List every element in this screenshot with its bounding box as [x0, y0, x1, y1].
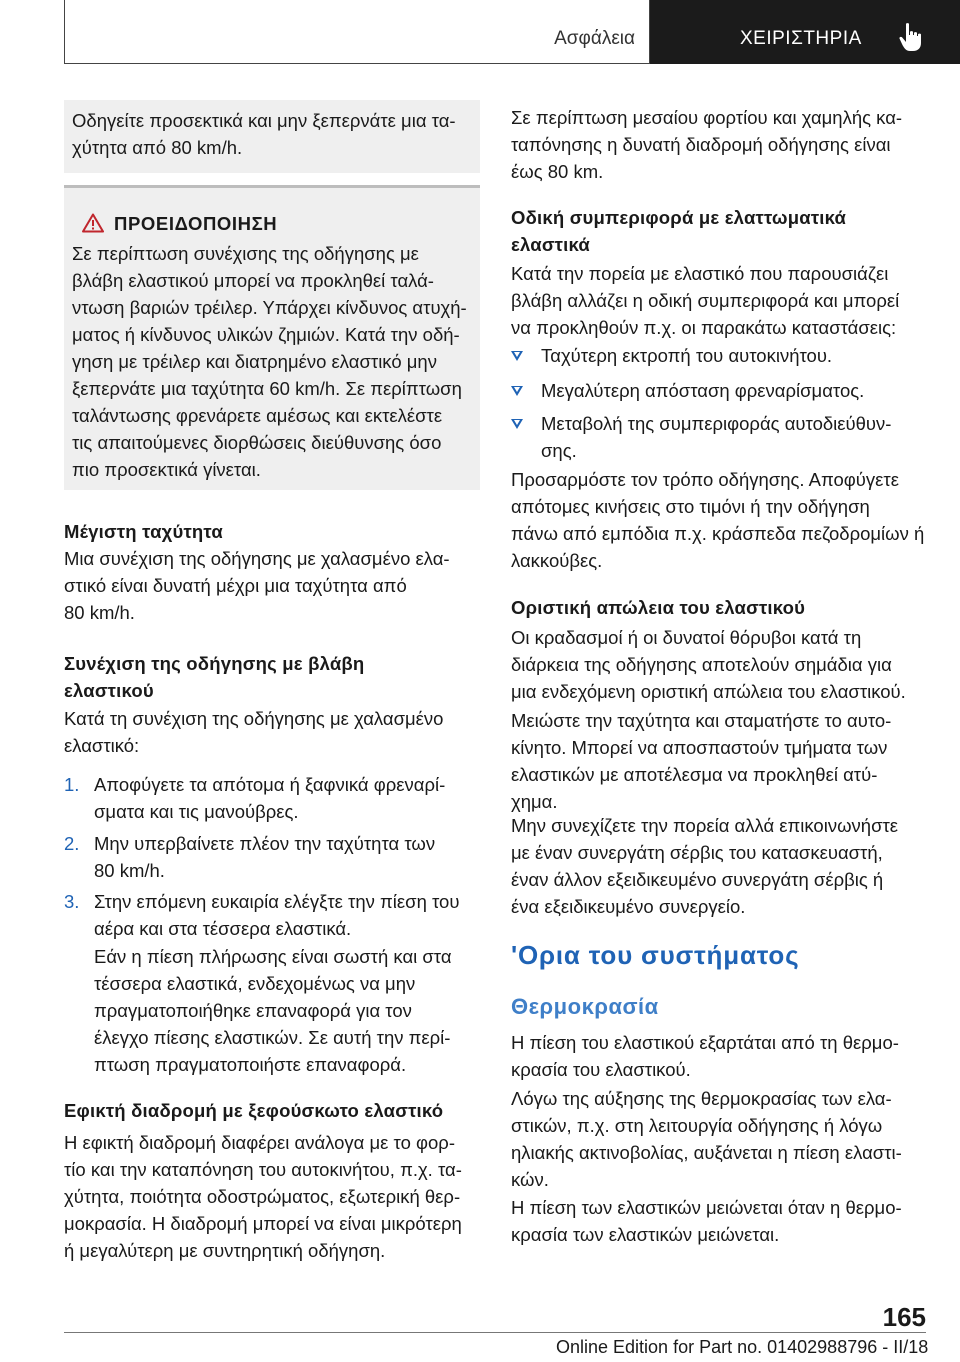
header-section-tab: [64, 0, 650, 64]
warning-triangle-icon: [82, 213, 104, 233]
pointing-hand-icon: [898, 22, 924, 52]
bullet-triangle-icon: [511, 351, 523, 361]
temperature-text-3: Η πίεση των ελαστικών μειώνεται όταν η θερμο‐ κρασία των ελαστικών μειώνεται.: [511, 1197, 902, 1245]
final-loss-text-1: Οι κραδασμοί ή οι δυνατοί θόρυβοι κατά τη διάρκεια της οδήγησης αποτελούν σημάδια για μια ενδεχόμενη οριστική απώλεια του ελαστικού.: [511, 627, 906, 702]
intro-text: Οδηγείτε προσεκτικά και μην ξεπερνάτε μια τα‐ χύτητα από 80 km/h.: [72, 110, 456, 158]
bullet-text: Μεγαλύτερη απόσταση φρεναρίσματος.: [541, 380, 865, 401]
page-number: 165: [882, 1302, 926, 1332]
bullet-item-3: [511, 410, 931, 464]
bullet-triangle-icon: [511, 419, 523, 429]
warning-text: Σε περίπτωση συνέχισης της οδήγησης με βλάβη ελαστικού μπορεί να προκληθεί ταλά‐ ντωση βαριών τρέιλερ. Υπάρχει κίνδυνος ατυχή‐ ματος ή κίνδυνος υλικών ζημιών. Κατά την οδή‐ γηση με τρέιλερ και διατρημένο ελαστικό μην ξεπερνάτε μια ταχύτητα 60 km/h. Σε περίπτωση ταλάντωσης φρενάρετε αμέσως και εκτελέστε τις απαιτούμενες διορθώσεις διεύθυνσης όσο πιο προσεκτικά γίνεται.: [72, 243, 467, 480]
step-item-3: [64, 888, 480, 942]
bullet-text: Μεταβολή της συμπεριφοράς αυτοδιεύθυν‐ σης.: [541, 413, 892, 461]
step-number: 3.: [64, 891, 80, 912]
range-text: Η εφικτή διαδρομή διαφέρει ανάλογα με το φορ‐ τίο και την καταπόνηση του αυτοκινήτου, π.χ. τα‐ χύτητα, ποιότητα οδοστρώματος, εξωτερική θερ‐ μοκρασία. Η διαδρομή μπορεί να είναι μικρότερη ή μεγαλύτερη με συντηρητική οδήγηση.: [64, 1132, 462, 1261]
step-item-1: [64, 771, 480, 825]
step-text: Μην υπερβαίνετε πλέον την ταχύτητα των 80 km/h.: [94, 833, 436, 881]
final-loss-heading: Οριστική απώλεια του ελαστικού: [511, 597, 806, 618]
bullet-item-1: [511, 342, 931, 369]
step-number: 2.: [64, 833, 80, 854]
temperature-text-2: Λόγω της αύξησης της θερμοκρασίας των ελα‐ στικών, π.χ. στη λειτουργία οδήγησης ή λόγω ηλιακής ακτινοβολίας, αυξάνεται η πίεση ελαστι‐ κών.: [511, 1088, 902, 1190]
step-3-note: Εάν η πίεση πλήρωσης είναι σωστή και στα τέσσερα ελαστικά, ενδεχομένως να μην πραγματοποιήθηκε επαναφορά για τον έλεγχο πίεσης ελαστικών. Σε αυτή την περί‐ πτωση πραγματοποιήστε επαναφορά.: [94, 946, 452, 1075]
behavior-heading: Οδική συμπεριφορά με ελαττωματικά ελαστικά: [511, 207, 847, 255]
final-loss-text-2: Μειώστε την ταχύτητα και σταματήστε το αυτο‐ κίνητο. Μπορεί να αποσπαστούν τμήματα των ελαστικών με αποτέλεσμα να προκληθεί ατύ‐ χημα.: [511, 710, 892, 812]
max-speed-heading: Μέγιστη ταχύτητα: [64, 521, 223, 542]
warning-title: ΠΡΟΕΙΔΟΠΟΙΗΣΗ: [114, 213, 278, 234]
adapt-text: Προσαρμόστε τον τρόπο οδήγησης. Αποφύγετε απότομες κινήσεις στο τιμόνι ή την οδήγηση πάνω από εμπόδια π.χ. κράσπεδα πεζοδρομίων ή λακκούβες.: [511, 469, 925, 571]
edition-text: Online Edition for Part no. 01402988796 - II/18: [556, 1337, 929, 1357]
section-title: Ασφάλεια: [554, 28, 635, 49]
temperature-text-1: Η πίεση του ελαστικού εξαρτάται από τη θερμο‐ κρασία του ελαστικού.: [511, 1032, 899, 1080]
max-speed-text: Μια συνέχιση της οδήγησης με χαλασμένο ελα‐ στικό είναι δυνατή μέχρι μια ταχύτητα από 80 km/h.: [64, 548, 450, 623]
system-limits-heading: 'Ορια του συστήματος: [511, 940, 800, 970]
step-text: Στην επόμενη ευκαιρία ελέγξτε την πίεση του αέρα και στα τέσσερα ελαστικά.: [94, 891, 460, 939]
footer-divider: [64, 1332, 926, 1333]
step-item-2: [64, 830, 480, 884]
behavior-text: Κατά την πορεία με ελαστικό που παρουσιάζει βλάβη αλλάζει η οδική συμπεριφορά και μπορεί να προκληθούν π.χ. οι παρακάτω καταστάσεις:: [511, 263, 900, 338]
step-text: Αποφύγετε τα απότομα ή ξαφνικά φρεναρί‐ σματα και τις μανούβρες.: [94, 774, 446, 822]
bullet-text: Ταχύτερη εκτροπή του αυτοκινήτου.: [541, 345, 833, 366]
final-loss-text-3: Μην συνεχίζετε την πορεία αλλά επικοινωνήστε με έναν συνεργάτη σέρβις του κατασκευαστή, έναν άλλον εξειδικευμένο συνεργάτη σέρβις ή ένα εξειδικευμένο συνεργείο.: [511, 815, 899, 917]
continue-driving-heading: Συνέχιση της οδήγησης με βλάβη ελαστικού: [64, 653, 365, 701]
range-heading: Εφικτή διαδρομή με ξεφούσκωτο ελαστικό: [64, 1100, 444, 1121]
manual-chapter-title: ΧΕΙΡΙΣΤΗΡΙΑ: [740, 28, 862, 49]
temperature-heading: Θερμοκρασία: [511, 994, 659, 1019]
continue-driving-text: Κατά τη συνέχιση της οδήγησης με χαλασμένο ελαστικό:: [64, 708, 444, 756]
load-text: Σε περίπτωση μεσαίου φορτίου και χαμηλής κα‐ ταπόνησης η δυνατή διαδρομή οδήγησης είναι έως 80 km.: [511, 107, 903, 182]
step-number: 1.: [64, 774, 80, 795]
bullet-triangle-icon: [511, 386, 523, 396]
header-manual-tab: [650, 0, 960, 64]
bullet-item-2: [511, 377, 931, 404]
